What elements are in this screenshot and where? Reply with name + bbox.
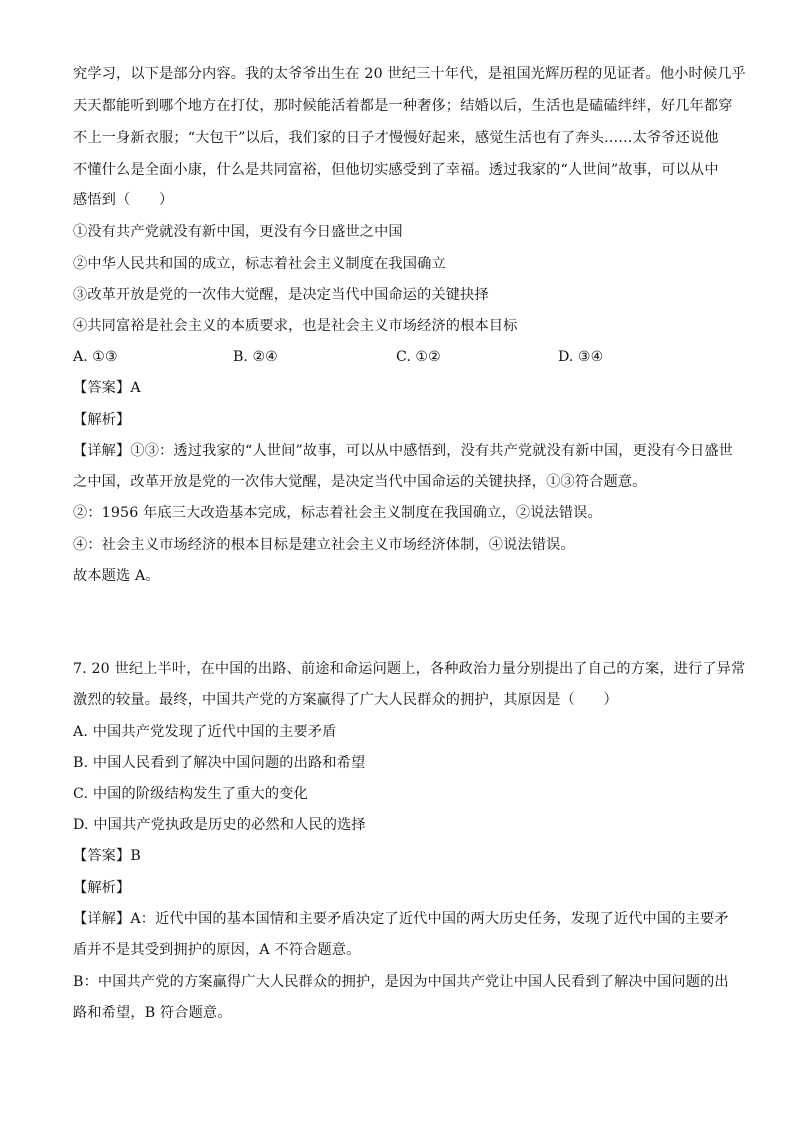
q7-stem-line-2: 激烈的较量。最终，中国共产党的方案赢得了广大人民群众的拥护，其原因是（ ） — [73, 692, 618, 708]
q7-detail-line-2: 盾并不是其受到拥护的原因，A 不符合题意。 — [73, 942, 361, 958]
q7-option-c: C. 中国的阶级结构发生了重大的变化 — [73, 786, 308, 802]
q6-statement-4: ④共同富裕是社会主义的本质要求，也是社会主义市场经济的根本目标 — [73, 318, 518, 334]
q7-answer: 【答案】B — [73, 848, 141, 864]
q6-option-c: C. ①② — [396, 349, 441, 365]
q6-statement-2: ②中华人民共和国的成立，标志着社会主义制度在我国确立 — [73, 256, 446, 272]
q6-stem-line-2: 天天都能听到哪个地方在打仗，那时候能活着都是一种奢侈；结婚以后，生活也是磕磕绊绊，好几年都穿 — [73, 98, 733, 114]
q7-detail-line-3: B：中国共产党的方案赢得广大人民群众的拥护，是因为中国共产党让中国人民看到了解决中国问题的出 — [73, 974, 729, 990]
q7-detail-line-4: 路和希望，B 符合题意。 — [73, 1005, 232, 1021]
q7-option-d: D. 中国共产党执政是历史的必然和人民的选择 — [73, 817, 366, 833]
q7-detail-line-1: 【详解】A：近代中国的基本国情和主要矛盾决定了近代中国的两大历史任务，发现了近代中国的主要矛 — [73, 911, 729, 927]
q6-detail-line-3: ②：1956 年底三大改造基本完成，标志着社会主义制度在我国确立，②说法错误。 — [73, 505, 602, 521]
q6-detail-line-1: 【详解】①③：透过我家的“人世间”故事，可以从中感悟到，没有共产党就没有新中国，更没有今日盛世 — [73, 443, 733, 459]
q7-stem-line-1: 7. 20 世纪上半叶，在中国的出路、前途和命运问题上，各种政治力量分别提出了自己的方案，进行了异常 — [73, 661, 746, 677]
q6-conclusion: 故本题选 A。 — [73, 568, 160, 584]
q6-answer: 【答案】A — [73, 380, 141, 396]
q6-option-a: A. ①③ — [73, 349, 118, 365]
q6-stem-line-3: 不上一身新衣服；“大包干”以后，我们家的日子才慢慢好起来，感觉生活也有了奔头……太爷爷还说他 — [73, 130, 719, 146]
q6-detail-line-4: ④：社会主义市场经济的根本目标是建立社会主义市场经济体制，④说法错误。 — [73, 537, 575, 553]
q7-option-b: B. 中国人民看到了解决中国问题的出路和希望 — [73, 755, 366, 771]
q6-detail-line-2: 之中国，改革开放是党的一次伟大觉醒，是决定当代中国命运的关键抉择，①③符合题意。 — [73, 474, 647, 490]
q7-analysis-label: 【解析】 — [73, 880, 131, 896]
q6-statement-1: ①没有共产党就没有新中国，更没有今日盛世之中国 — [73, 224, 403, 240]
q6-analysis-label: 【解析】 — [73, 412, 131, 428]
q6-stem-line-4: 不懂什么是全面小康，什么是共同富裕，但他切实感受到了幸福。透过我家的“人世间”故事，可以从中 — [73, 162, 719, 178]
q6-option-b: B. ②④ — [233, 349, 278, 365]
q6-stem-line-5: 感悟到（ ） — [73, 192, 174, 208]
q6-option-d: D. ③④ — [558, 349, 604, 365]
q6-stem-line-1: 究学习，以下是部分内容。我的太爷爷出生在 20 世纪三十年代，是祖国光辉历程的见证者。他小时候几乎 — [73, 66, 746, 82]
q7-option-a: A. 中国共产党发现了近代中国的主要矛盾 — [73, 724, 337, 740]
q6-statement-3: ③改革开放是党的一次伟大觉醒，是决定当代中国命运的关键抉择 — [73, 287, 489, 303]
